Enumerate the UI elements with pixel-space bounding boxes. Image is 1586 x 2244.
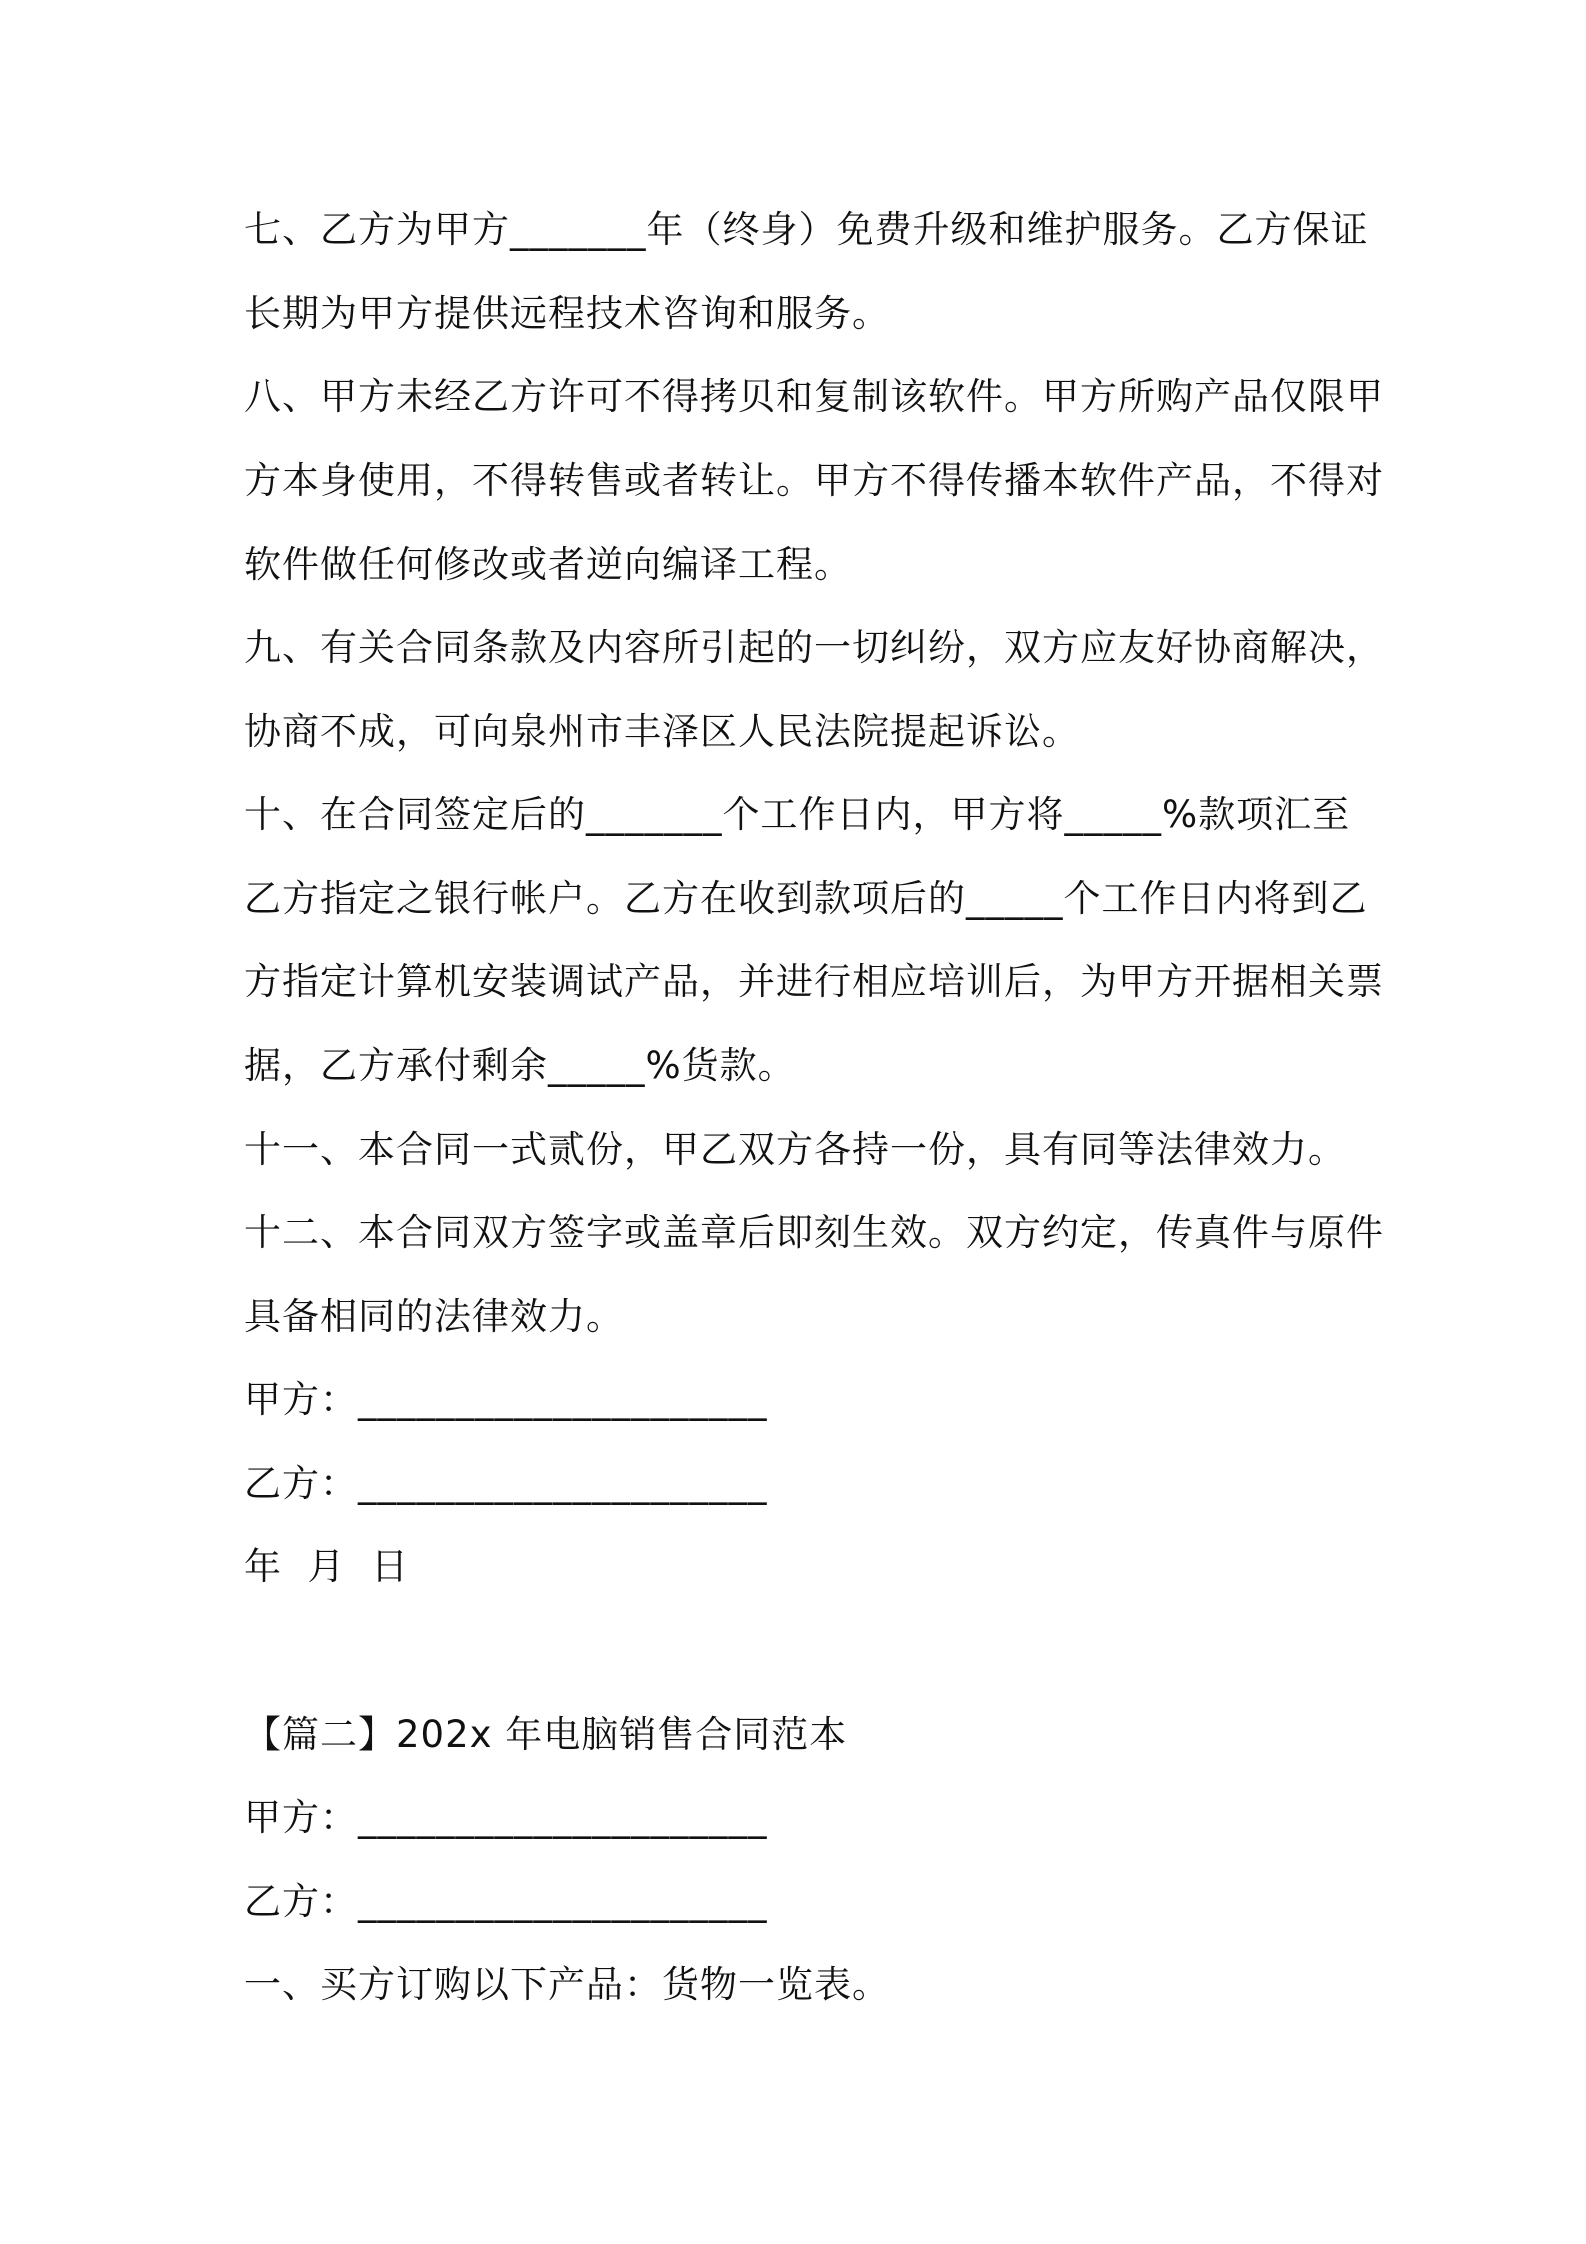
- clause-7-line-2: 长期为甲方提供远程技术咨询和服务。: [244, 292, 890, 335]
- signature-party-b: 乙方：_____________________: [244, 1462, 768, 1505]
- date-line: 年 月 日: [244, 1545, 410, 1588]
- clause-10-line-4: 据，乙方承付剩余_____%货款。: [244, 1044, 796, 1087]
- section-2-party-a: 甲方：_____________________: [244, 1796, 768, 1839]
- clause-12-line-1: 十二、本合同双方签字或盖章后即刻生效。双方约定，传真件与原件: [244, 1211, 1384, 1254]
- clause-11: 十一、本合同一式贰份，甲乙双方各持一份，具有同等法律效力。: [244, 1128, 1346, 1171]
- clause-10-line-2: 乙方指定之银行帐户。乙方在收到款项后的_____个工作日内将到乙: [244, 877, 1368, 920]
- clause-8-line-1: 八、甲方未经乙方许可不得拷贝和复制该软件。甲方所购产品仅限甲: [244, 375, 1384, 418]
- section-2-item-1: 一、买方订购以下产品：货物一览表。: [244, 1963, 890, 2006]
- clause-10-line-1: 十、在合同签定后的_______个工作日内，甲方将_____%款项汇至: [244, 793, 1351, 836]
- clause-9-line-2: 协商不成，可向泉州市丰泽区人民法院提起诉讼。: [244, 710, 1080, 753]
- clause-12-line-2: 具备相同的法律效力。: [244, 1295, 624, 1338]
- section-2-title: 【篇二】202x 年电脑销售合同范本: [244, 1713, 848, 1756]
- section-2-party-b: 乙方：_____________________: [244, 1880, 768, 1923]
- clause-8-line-2: 方本身使用，不得转售或者转让。甲方不得传播本软件产品，不得对: [244, 459, 1384, 502]
- clause-8-line-3: 软件做任何修改或者逆向编译工程。: [244, 543, 852, 586]
- clause-7-line-1: 七、乙方为甲方_______年（终身）免费升级和维护服务。乙方保证: [244, 208, 1369, 251]
- clause-10-line-3: 方指定计算机安装调试产品，并进行相应培训后，为甲方开据相关票: [244, 960, 1384, 1003]
- signature-party-a: 甲方：_____________________: [244, 1378, 768, 1421]
- clause-9-line-1: 九、有关合同条款及内容所引起的一切纠纷，双方应友好协商解决，: [244, 626, 1384, 669]
